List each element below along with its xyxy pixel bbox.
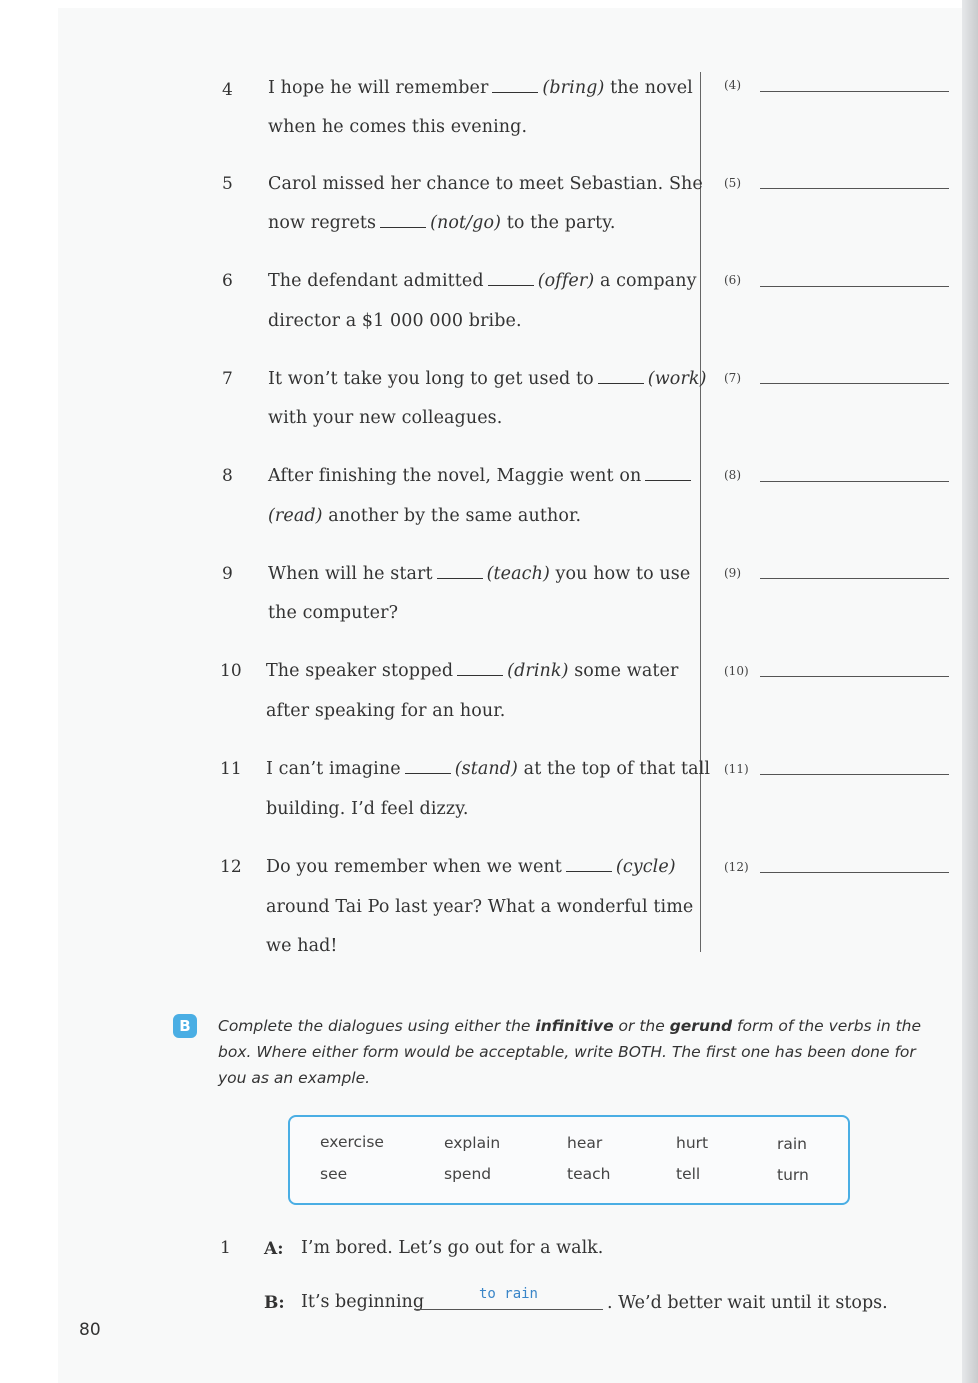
- word-item: tell: [676, 1165, 701, 1183]
- speaker-b-label: B:: [264, 1293, 285, 1313]
- answer-blank: [488, 284, 534, 286]
- word-item: rain: [777, 1135, 808, 1153]
- dialogue-number: 1: [220, 1238, 231, 1258]
- answer-blank: [437, 577, 483, 579]
- answer-label: (5): [724, 176, 741, 190]
- answer-label: (8): [724, 468, 741, 482]
- question-number: 7: [222, 369, 233, 389]
- answer-blank: [492, 91, 538, 93]
- answer-blank: [645, 479, 691, 481]
- word-item: hear: [567, 1134, 603, 1152]
- question-text-line2: building. I’d feel dizzy.: [266, 799, 469, 819]
- speaker-b-text-before: It’s beginning: [301, 1292, 425, 1312]
- question-number: 11: [220, 759, 242, 779]
- answer-label: (9): [724, 566, 741, 580]
- page-edge-shadow: [962, 0, 978, 1383]
- question-text-line2: the computer?: [268, 603, 399, 623]
- answer-blank: [598, 382, 644, 384]
- speaker-a-label: A:: [264, 1239, 284, 1259]
- answer-line[interactable]: [760, 871, 949, 873]
- word-item: spend: [444, 1165, 492, 1183]
- answer-label: (12): [724, 860, 749, 874]
- section-instructions: Complete the dialogues using either the infinitive or the gerund form of the verbs in the box. Where either form would be acceptable, write BOTH. The first one has been done for you as an example.: [218, 1017, 922, 1087]
- word-item: hurt: [676, 1134, 709, 1152]
- answer-blank: [566, 870, 612, 872]
- question-number: 10: [220, 661, 242, 681]
- section-badge: B: [173, 1014, 197, 1038]
- question-text: The defendant admitted (offer) a company: [268, 271, 697, 291]
- answer-line[interactable]: [760, 675, 949, 677]
- answer-label: (10): [724, 664, 749, 678]
- question-text: Do you remember when we went (cycle): [266, 857, 676, 877]
- question-number: 6: [222, 271, 233, 291]
- question-text-line2: when he comes this evening.: [268, 117, 528, 137]
- question-text: Carol missed her chance to meet Sebastian. She: [268, 174, 703, 194]
- question-number: 4: [222, 80, 233, 100]
- example-answer: to rain: [478, 1286, 538, 1302]
- answer-line[interactable]: [760, 187, 949, 189]
- answer-label: (6): [724, 273, 741, 287]
- question-text-line2: (read) another by the same author.: [268, 506, 582, 526]
- answer-label: (4): [724, 78, 741, 92]
- question-text-line3: we had!: [266, 936, 338, 956]
- word-item: turn: [777, 1166, 809, 1184]
- answer-line[interactable]: [760, 480, 949, 482]
- page-number: 80: [79, 1320, 101, 1340]
- speaker-a-text: I’m bored. Let’s go out for a walk.: [301, 1238, 604, 1258]
- answer-label: (11): [724, 762, 749, 776]
- answer-blank: [457, 674, 503, 676]
- answer-line[interactable]: [760, 285, 949, 287]
- question-text-line2: after speaking for an hour.: [266, 701, 506, 721]
- question-text-line2: now regrets (not/go) to the party.: [268, 213, 616, 233]
- question-text: After finishing the novel, Maggie went on: [268, 466, 695, 486]
- answer-label: (7): [724, 371, 741, 385]
- word-item: see: [320, 1165, 348, 1183]
- question-text: I hope he will remember (bring) the novel: [268, 78, 693, 98]
- speaker-b-text-after: . We’d better wait until it stops.: [607, 1293, 888, 1313]
- question-number: 9: [222, 564, 233, 584]
- answer-line[interactable]: [414, 1309, 603, 1310]
- question-text-line2: with your new colleagues.: [268, 408, 503, 428]
- word-item: exercise: [320, 1133, 384, 1151]
- answer-line[interactable]: [760, 773, 949, 775]
- question-text-line2: director a $1 000 000 bribe.: [268, 311, 522, 331]
- question-text: The speaker stopped (drink) some water: [266, 661, 679, 681]
- question-number: 8: [222, 466, 233, 486]
- answer-line[interactable]: [760, 382, 949, 384]
- word-box: [288, 1115, 850, 1205]
- answer-blank: [405, 772, 451, 774]
- question-number: 12: [220, 857, 242, 877]
- answer-line[interactable]: [760, 90, 949, 92]
- question-text-line2: around Tai Po last year? What a wonderful time: [266, 897, 694, 917]
- question-text: I can’t imagine (stand) at the top of that tall: [266, 759, 711, 779]
- answer-blank: [380, 226, 426, 228]
- word-item: teach: [567, 1165, 611, 1183]
- question-text: When will he start (teach) you how to use: [268, 564, 691, 584]
- column-divider: [700, 72, 701, 952]
- question-number: 5: [222, 174, 233, 194]
- answer-line[interactable]: [760, 577, 949, 579]
- word-item: explain: [444, 1134, 501, 1152]
- question-text: It won’t take you long to get used to (work): [268, 369, 707, 389]
